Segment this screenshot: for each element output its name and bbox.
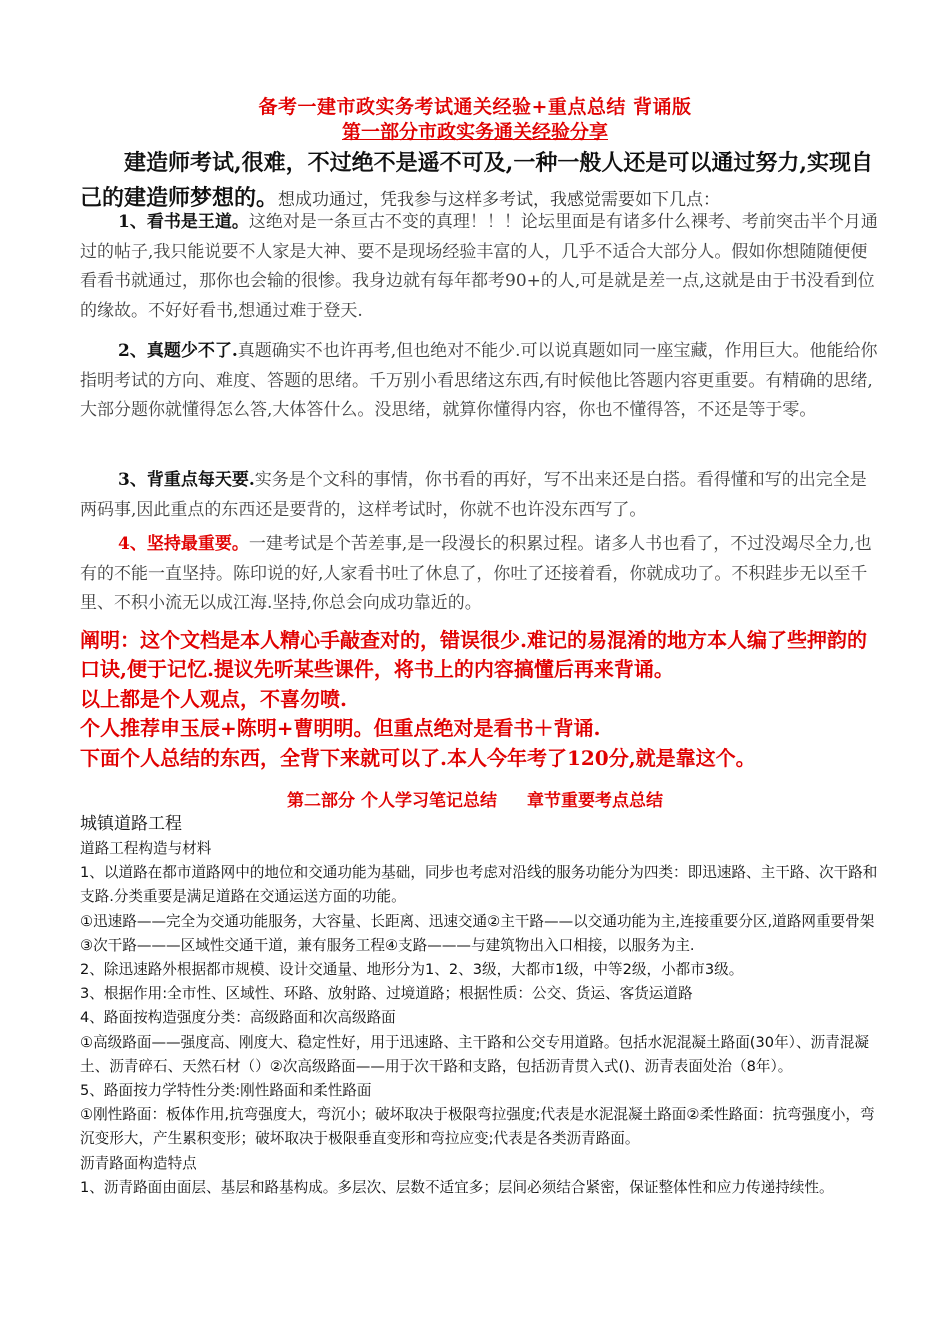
- notes-item: ①高级路面——强度高、刚度大、稳定性好，用于迅速路、主干路和公交专用道路。包括水泥混凝土路面(30年）、沥青混凝土、沥青碎石、天然石材（）②次高级路面——用于次干路和支路，包括沥青贯入式()、沥青表面处治（8年）。: [80, 1033, 869, 1075]
- statement-opinion: 以上都是个人观点，不喜勿喷.: [80, 686, 347, 711]
- document-title: 备考一建市政实务考试通关经验+重点总结 背诵版: [258, 96, 692, 118]
- intro-bold-text: 建造师考试,很难，不过绝不是遥不可及,一种一般人还是可以通过努力,实现自己的建造师梦想的。: [80, 150, 873, 211]
- tip-3-lead: 3、背重点每天要.: [118, 470, 255, 490]
- intro-normal-text: 想成功通过，凭我参与这样多考试，我感觉需要如下几点：: [278, 190, 721, 210]
- notes-item: 1、沥青路面由面层、基层和路基构成。多层次、层数不适宜多；层间必须结合紧密，保证整体性和应力传递持续性。: [80, 1178, 834, 1196]
- notes-item: 5、路面按力学特性分类:刚性路面和柔性路面: [80, 1082, 372, 1100]
- part2-title: [0, 786, 950, 811]
- tip-2-lead: 2、真题少不了.: [118, 341, 238, 361]
- tip-1-lead: 1、看书是王道。: [118, 212, 249, 232]
- tip-3-paragraph: [80, 466, 880, 525]
- tip-2-text: 真题确实不也许再考,但也绝对不能少.可以说真题如同一座宝藏，作用巨大。他能给你指明考试的方向、难度、答题的思绪。千万别小看思绪这东西,有时候他比答题内容更重要。有精确的思绪,大部分题你就懂得怎么答,大体答什么。没思绪，就算你懂得内容，你也不懂得答，不还是等于零。: [80, 341, 878, 421]
- tip-4-paragraph: [80, 530, 880, 619]
- tip-1-text: 这绝对是一条亘古不变的真理！！！论坛里面是有诸多什么裸考、考前突击半个月通过的帖子,我只能说要不人家是大神、要不是现场经验丰富的人，几乎不适合大部分人。假如你想随随便便看看书就通过，那你也会输的很惨。我身边就有每年都考90+的人,可是就是差一点,这就是由于书没看到位的缘故。不好好看书,想通过难于登天.: [80, 212, 878, 321]
- tip-2-paragraph: [80, 337, 880, 426]
- notes-item: 4、路面按构造强度分类：高级路面和次高级路面: [80, 1009, 396, 1027]
- notes-item: 3、根据作用:全市性、区域性、环路、放射路、过境道路；根据性质：公交、货运、客货运道路: [80, 985, 693, 1003]
- notes-item: ①刚性路面：板体作用,抗弯强度大，弯沉小；破坏取决于极限弯拉强度;代表是水泥混凝土路面②柔性路面：抗弯强度小，弯沉变形大，产生累积变形；破坏取决于极限垂直变形和弯拉应变;代表是各类沥青路面。: [80, 1106, 875, 1148]
- notes-item: ①迅速路——完全为交通功能服务，大容量、长距离、迅速交通②主干路——以交通功能为主,连接重要分区,道路网重要骨架③次干路———区域性交通干道，兼有服务工程④支路———与建筑物出入口相接，以服务为主.: [80, 912, 875, 954]
- tip-1-paragraph: [80, 208, 880, 326]
- study-notes: [80, 811, 880, 1200]
- notes-subheading-structure: 道路工程构造与材料: [80, 840, 212, 857]
- part2-title-b: 章节重要考点总结: [526, 791, 663, 811]
- part1-title: 第一部分市政实务通关经验分享: [341, 121, 608, 143]
- statement-block: [80, 626, 880, 773]
- statement-score: 下面个人总结的东西，全背下来就可以了.本人今年考了120分,就是靠这个。: [80, 745, 756, 770]
- tip-4-text: 一建考试是个苦差事,是一段漫长的积累过程。诸多人书也看了，不过没竭尽全力,也有的不能一直坚持。陈印说的好,人家看书吐了休息了，你吐了还接着看，你就成功了。不积跬步无以至千里、不积小流无以成江海.坚持,你总会向成功靠近的。: [80, 534, 872, 614]
- notes-heading-urban-road: 城镇道路工程: [80, 814, 182, 834]
- tip-3-text: 实务是个文科的事情，你书看的再好，写不出来还是白搭。看得懂和写的出完全是两码事,因此重点的东西还是要背的，这样考试时，你就不也许没东西写了。: [80, 470, 867, 520]
- tip-4-lead: 4、坚持最重要。: [118, 534, 249, 554]
- notes-item: 1、以道路在都市道路网中的地位和交通功能为基础，同步也考虑对沿线的服务功能分为四类：即迅速路、主干路、次干路和支路.分类重要是满足道路在交通运送方面的功能。: [80, 864, 878, 906]
- part2-title-a: 第二部分 个人学习笔记总结: [287, 791, 497, 811]
- notes-subheading-asphalt: 沥青路面构造特点: [80, 1154, 197, 1172]
- statement-recommendation: 个人推荐申玉辰+陈明+曹明明。但重点绝对是看书＋背诵.: [80, 716, 601, 741]
- statement-disclaimer: 阐明：这个文档是本人精心手敲查对的，错误很少.难记的易混淆的地方本人编了些押韵的口诀,便于记忆.提议先听某些课件，将书上的内容搞懂后再来背诵。: [80, 628, 867, 682]
- notes-item: 2、除迅速路外根据都市规模、设计交通量、地形分为1、2、3级，大都市1级，中等2级，小都市3级。: [80, 961, 744, 979]
